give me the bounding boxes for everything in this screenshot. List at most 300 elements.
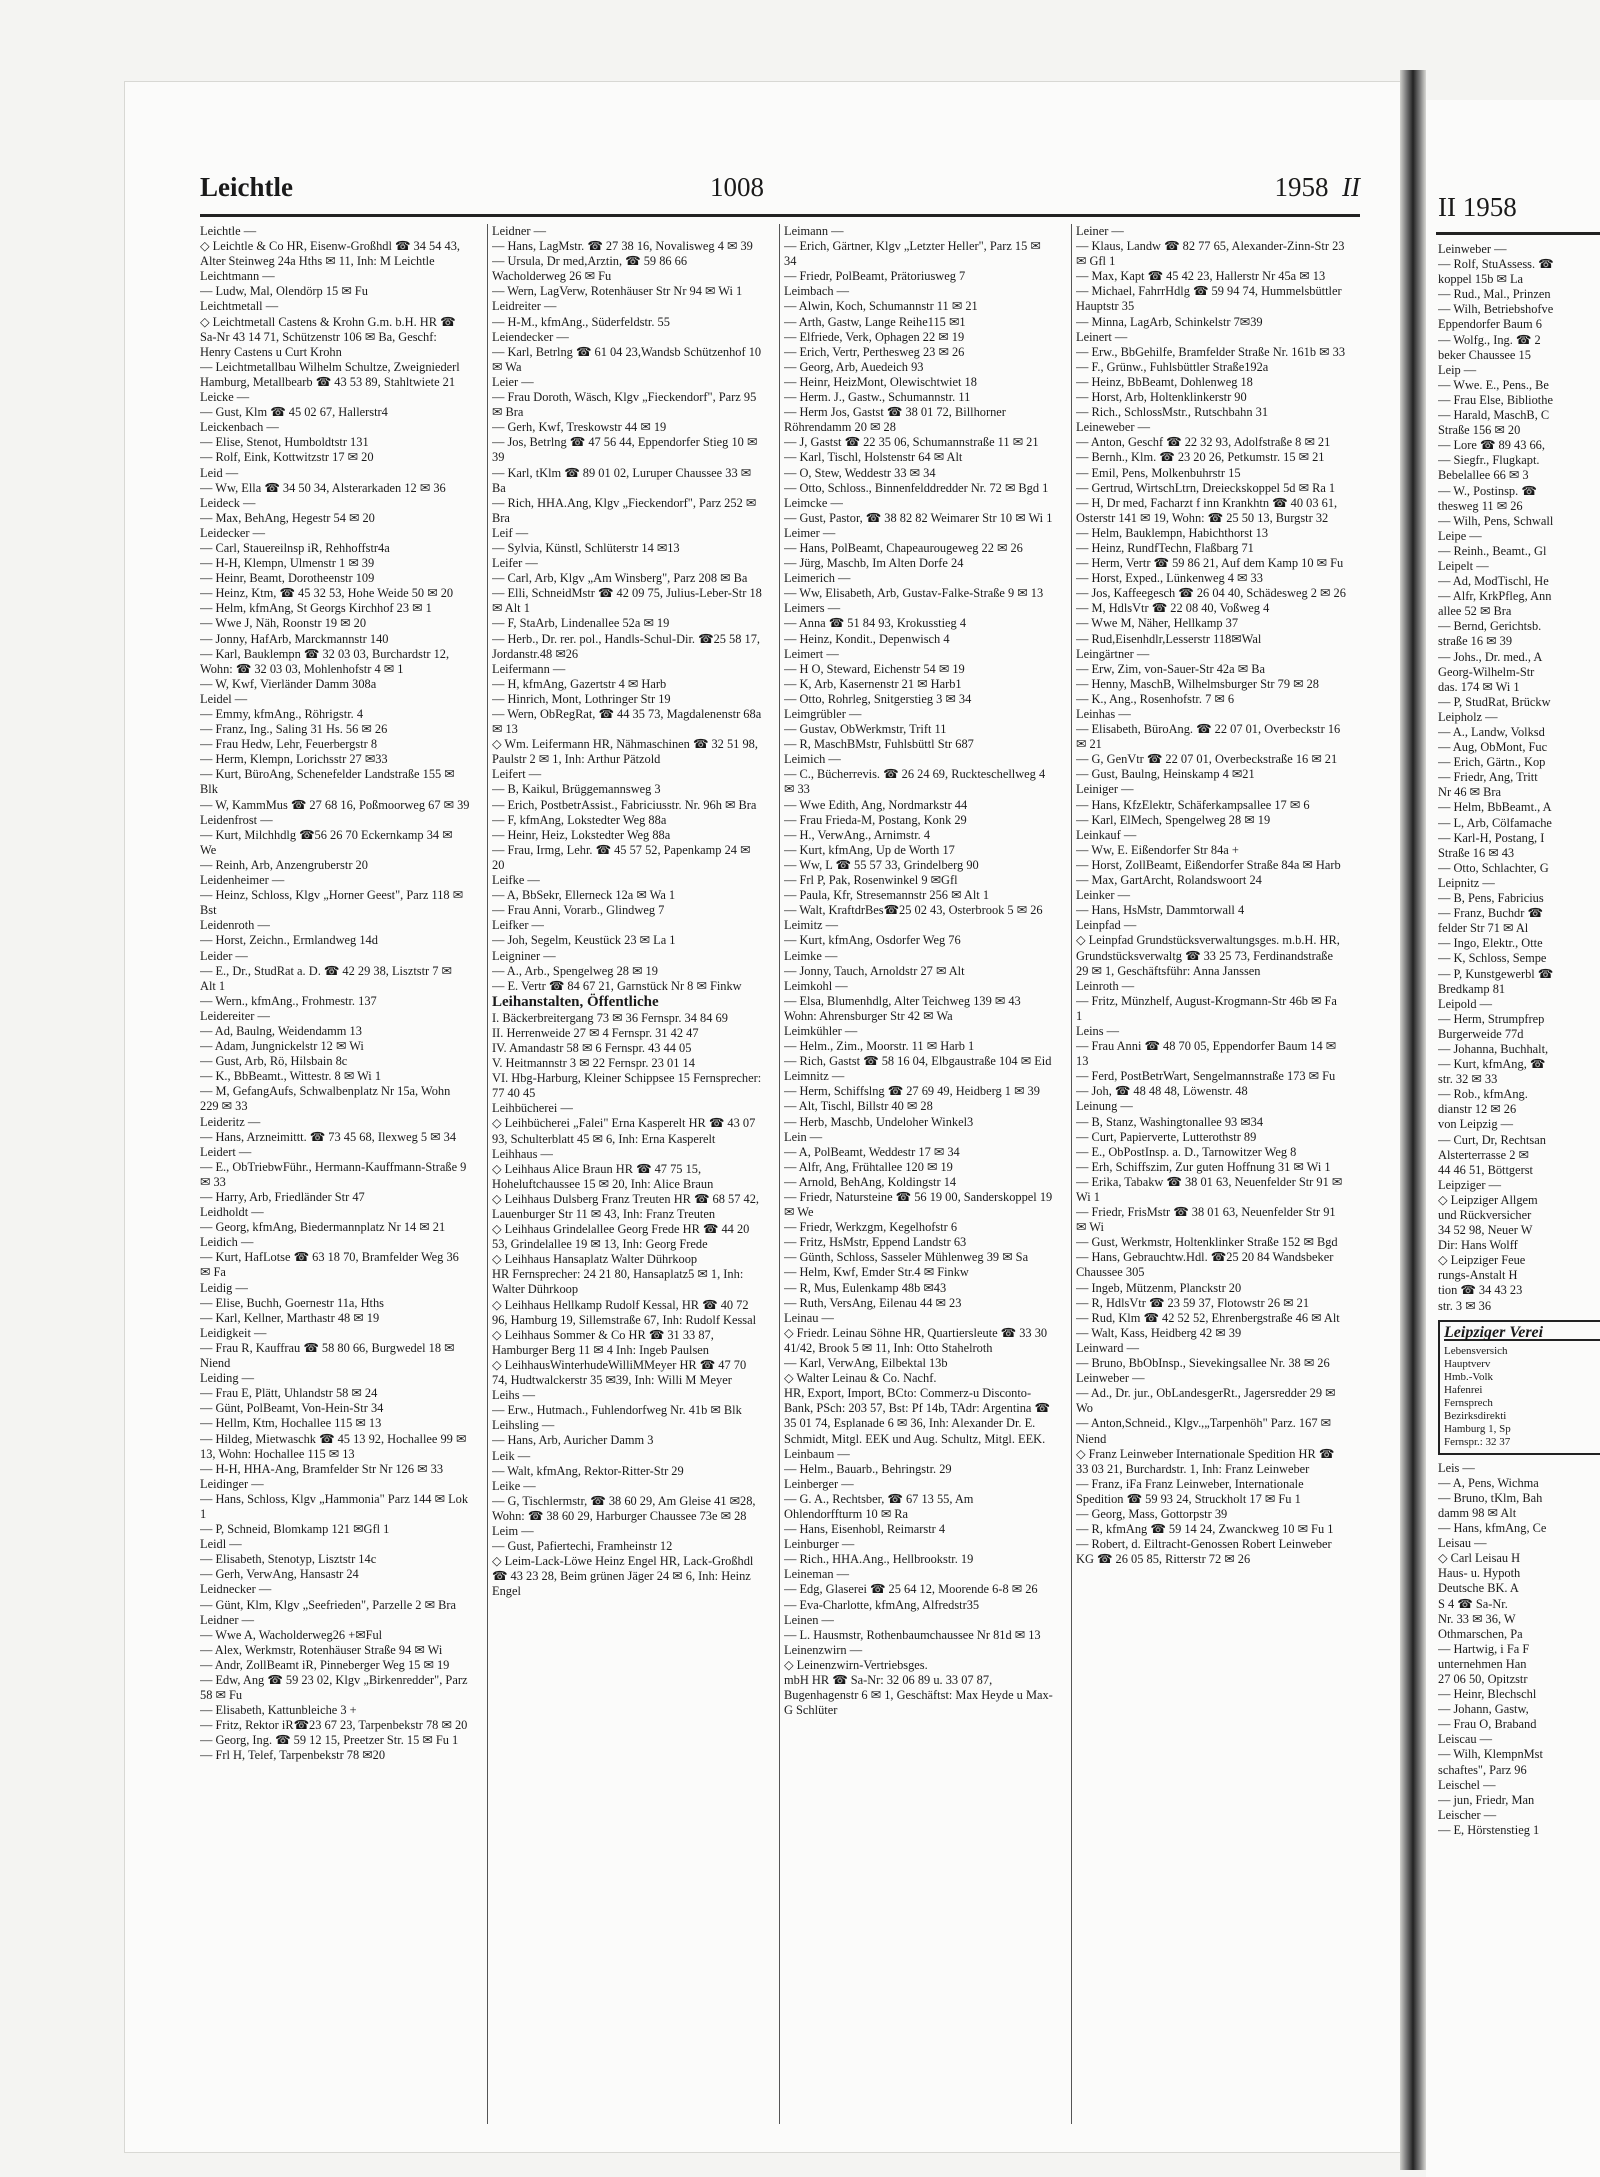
directory-entry: — Frau R, Kauffrau ☎ 58 80 66, Burgwedel 18 ✉ Niend	[200, 1340, 455, 1371]
directory-entry: — Fritz, HsMstr, Eppend Landstr 63	[784, 1235, 967, 1250]
facing-page-entry: Leipholz —	[1438, 709, 1498, 724]
directory-entry: — Carl, Arb, Klgv „Am Winsberg", Parz 208 ✉ Ba	[492, 571, 748, 586]
directory-entry: ◇ LeihhausWinterhudeWilliMMeyer HR ☎ 47 70 74, Hudtwalckerstr 35 ✉39, Inh: Willi M Meyer	[492, 1357, 747, 1388]
directory-entry: — Georg, Ing. ☎ 59 12 15, Preetzer Str. 15 ✉ Fu 1	[200, 1733, 459, 1748]
facing-page-entry: — Lore ☎ 89 43 66,	[1438, 438, 1545, 453]
directory-entry: — Karl, VerwAng, Eilbektal 13b	[784, 1356, 948, 1371]
directory-entry: — Herm, Vertr ☎ 59 86 21, Auf dem Kamp 10 ✉ Fu	[1076, 556, 1344, 571]
directory-entry: Leidl —	[200, 1537, 242, 1552]
facing-page-entry: Leipold —	[1438, 996, 1493, 1011]
book-spine	[1400, 70, 1426, 2170]
facing-page-entry: — Wilh, KlempnMst	[1438, 1747, 1543, 1762]
facing-page-entry: Alsterterrasse 2 ✉	[1438, 1147, 1529, 1162]
directory-entry: — Frau Doroth, Wäsch, Klgv „Fieckendorf", Parz 95 ✉ Bra	[492, 390, 757, 420]
directory-entry: — Frau E, Plätt, Uhlandstr 58 ✉ 24	[200, 1386, 378, 1401]
facing-page-entry: str. 32 ✉ 33	[1438, 1072, 1498, 1087]
facing-page-entry: Straße 156 ✉ 20	[1438, 423, 1521, 438]
directory-entry: — Helm, kfmAng, St Georgs Kirchhof 23 ✉ 1	[200, 601, 432, 616]
facing-page-column	[1438, 242, 1600, 2142]
directory-entry: — J, Gastst ☎ 22 35 06, Schumannstraße 11 ✉ 21	[784, 435, 1039, 450]
directory-entry: Leidenroth —	[200, 918, 270, 933]
directory-entry: — Robert, d. Eiltracht-Genossen Robert Leinweber KG ☎ 26 05 85, Ritterstr 72 ✉ 26	[1076, 1537, 1332, 1567]
directory-entry: — W, KammMus ☎ 27 68 16, Poßmoorweg 67 ✉ 39	[200, 797, 470, 812]
directory-entry: Leinau —	[784, 1310, 834, 1325]
directory-entry: — A, PolBeamt, Weddestr 17 ✉ 34	[784, 1144, 960, 1159]
directory-entry: — Jonny, Tauch, Arnoldstr 27 ✉ Alt	[784, 963, 965, 978]
facing-page-entry: Leiscau —	[1438, 1732, 1493, 1747]
facing-page-entry: allee 52 ✉ Bra	[1438, 604, 1512, 619]
directory-entry: Leimbach —	[784, 284, 850, 299]
directory-entry: — Helm., Zim., Moorstr. 11 ✉ Harb 1	[784, 1039, 975, 1054]
directory-entry: Leike —	[492, 1478, 536, 1493]
directory-entry: — Elsa, Blumenhdlg, Alter Teichweg 139 ✉ 43 Wohn: Ahrensburger Str 42 ✉ Wa	[784, 993, 1021, 1023]
advertisement-line: Fernspr.: 32 37	[1444, 1435, 1511, 1448]
directory-entry: Leihanstalten, Öffentliche	[492, 993, 659, 1010]
directory-entry: — E. Vertr ☎ 84 67 21, Garnstück Nr 8 ✉ Finkw	[492, 978, 742, 993]
directory-entry: ◇ Friedr. Leinau Söhne HR, Quartiersleute ☎ 33 30 41/42, Brook 5 ✉ 11, Inh: Otto Stahelroth	[784, 1325, 1048, 1355]
directory-entry: — Alt, Tischl, Billstr 40 ✉ 28	[784, 1099, 933, 1114]
directory-entry: — Curt, Papierverte, Lutterothstr 89	[1076, 1129, 1257, 1144]
directory-entry: ◇ Leihhaus Grindelallee Georg Frede HR ☎ 44 20 53, Grindelallee 19 ✉ 13, Inh: Georg Frede	[492, 1222, 750, 1252]
directory-entry: Leimkohl —	[784, 978, 848, 993]
facing-page-entry: Leis —	[1438, 1460, 1475, 1475]
directory-entry: — Heinz, BbBeamt, Dohlenweg 18	[1076, 374, 1253, 389]
directory-entry: Leifer —	[492, 556, 538, 571]
directory-entry: Leinberger —	[784, 1476, 854, 1491]
directory-entry: — R, HdlsVtr ☎ 23 59 37, Flotowstr 26 ✉ 21	[1076, 1295, 1310, 1310]
facing-page-entry: — Wilh, Betriebshofve	[1438, 302, 1554, 317]
directory-entry: — Ww, Ella ☎ 34 50 34, Alsterarkaden 12 ✉ 36	[200, 480, 446, 495]
directory-entry: — B, Kaikul, Brüggemannsweg 3	[492, 782, 661, 797]
directory-entry: Leins —	[1076, 1023, 1120, 1038]
directory-entry: — Gust, Klm ☎ 45 02 67, Hallerstr4	[200, 405, 388, 420]
directory-entry: mbH HR ☎ Sa-Nr: 32 06 89 u. 33 07 87, Bugenhagenstr 6 ✉ 1, Geschäftst: Max Heyde u Max-G Schlüter	[784, 1673, 1053, 1718]
directory-entry: — F., Grünw., Fuhlsbüttler Straße192a	[1076, 359, 1269, 374]
directory-entry: — Hans, Arb, Auricher Damm 3	[492, 1433, 654, 1448]
directory-entry: — H-H, HHA-Ang, Bramfelder Str Nr 126 ✉ 33	[200, 1461, 444, 1476]
directory-entry: Leimgrübler —	[784, 707, 862, 721]
facing-page-entry: Georg-Wilhelm-Str	[1438, 664, 1535, 679]
directory-entry: — Heinr, Beamt, Dorotheenstr 109	[200, 571, 375, 586]
directory-entry: — Hans, Arzneimittt. ☎ 73 45 68, Ilexweg 5 ✉ 34	[200, 1129, 457, 1144]
directory-entry: ◇ Leim-Lack-Löwe Heinz Engel HR, Lack-Großhdl ☎ 43 23 28, Beim grünen Jäger 24 ✉ 6, Inh: Heinz Engel	[492, 1554, 754, 1599]
directory-entry: — Kurt, kfmAng, Osdorfer Weg 76	[784, 933, 961, 948]
directory-entry: — Klaus, Landw ☎ 82 77 65, Alexander-Zinn-Str 23 ✉ Gfl 1	[1076, 239, 1345, 269]
directory-entry: Leinroth —	[1076, 978, 1135, 993]
directory-entry: Leidinger —	[200, 1476, 264, 1491]
directory-entry: Leifker —	[492, 918, 544, 933]
page-header	[200, 172, 1360, 208]
directory-entry: Leimer —	[784, 525, 836, 540]
header-volume: II	[1342, 172, 1360, 202]
directory-entry: — O, Stew, Weddestr 33 ✉ 34	[784, 465, 936, 480]
facing-page-entry: str. 3 ✉ 36	[1438, 1298, 1492, 1313]
directory-entry: — Adam, Jungnickelstr 12 ✉ Wi	[200, 1039, 364, 1054]
directory-entry: Leik —	[492, 1448, 531, 1463]
directory-entry: — Rud, Klm ☎ 42 52 52, Ehrenbergstraße 46 ✉ Alt	[1076, 1310, 1340, 1325]
directory-entry: — Erw, Zim, von-Sauer-Str 42a ✉ Ba	[1076, 661, 1265, 676]
directory-entry: Leigniner —	[492, 948, 556, 963]
facing-page-entry: S 4 ☎ Sa-Nr.	[1438, 1596, 1508, 1611]
directory-entry: Leinhas —	[1076, 707, 1131, 721]
column-4	[1076, 224, 1346, 2134]
directory-entry: Leideritz —	[200, 1114, 261, 1129]
directory-entry: — Kurt, kfmAng, Up de Worth 17	[784, 842, 955, 857]
facing-page-entry: — Johann, Gastw,	[1438, 1702, 1529, 1717]
directory-entry: — Gerh, VerwAng, Hansastr 24	[200, 1567, 359, 1582]
facing-page-entry: — Bruno, tKlm, Bah	[1438, 1490, 1543, 1505]
directory-entry: — Heinz, Schloss, Klgv „Horner Geest", Parz 118 ✉ Bst	[200, 888, 464, 918]
directory-entry: — B, Stanz, Washingtonallee 93 ✉34	[1076, 1114, 1264, 1129]
facing-page-entry: — Ad, ModTischl, He	[1438, 574, 1549, 589]
directory-entry: — Gust, Pastor, ☎ 38 82 82 Weimarer Str 10 ✉ Wi 1	[784, 510, 1053, 525]
directory-entry: — Kurt, Milchhdlg ☎56 26 70 Eckernkamp 34 ✉ We	[200, 827, 453, 857]
directory-entry: — Otto, Schloss., Binnenfelddredder Nr. 72 ✉ Bgd 1	[784, 480, 1049, 495]
facing-page-entry: Deutsche BK. A	[1438, 1581, 1519, 1596]
directory-entry: — Joh, ☎ 48 48 48, Löwenstr. 48	[1076, 1084, 1248, 1099]
directory-entry: ◇ Leichtle & Co HR, Eisenw-Großhdl ☎ 34 54 43, Alter Steinweg 24a Hths ✉ 11, Inh: M Leichtle	[200, 239, 461, 269]
directory-entry: — Franz, Ing., Saling 31 Hs. 56 ✉ 26	[200, 722, 388, 737]
facing-page-entry: damm 98 ✉ Alt	[1438, 1505, 1517, 1520]
directory-entry: Lein —	[784, 1129, 823, 1144]
directory-entry: ◇ Franz Leinweber Internationale Spedition HR ☎ 33 03 21, Burchardstr. 1, Inh: Franz Leinweber	[1076, 1446, 1335, 1476]
directory-entry: — Jos, Betrlng ☎ 47 56 44, Eppendorfer Stieg 10 ✉ 39	[492, 435, 758, 465]
facing-page-entry: ◇ Leipziger Allgem	[1438, 1192, 1538, 1207]
directory-entry: — Frau Frieda-M, Postang, Konk 29	[784, 812, 967, 827]
advertisement-line: Hamburg 1, Sp	[1444, 1422, 1511, 1435]
directory-entry: — Frau, Irmg, Lehr. ☎ 45 57 52, Papenkamp 24 ✉ 20	[492, 842, 751, 872]
directory-entry: — Helm, Kwf, Emder Str.4 ✉ Finkw	[784, 1265, 969, 1280]
directory-entry: — Hans, Eisenhobl, Reimarstr 4	[784, 1522, 946, 1537]
directory-entry: — Wern, ObRegRat, ☎ 44 35 73, Magdalenenstr 68a ✉ 13	[492, 707, 762, 737]
directory-entry: — Joh, Segelm, Keustück 23 ✉ La 1	[492, 933, 676, 948]
directory-entry: — P, Schneid, Blomkamp 121 ✉Gfl 1	[200, 1522, 390, 1537]
facing-page-entry: Leisau —	[1438, 1536, 1487, 1551]
directory-entry: Leidner —	[492, 224, 547, 238]
advertisement-line: Fernsprech	[1444, 1396, 1493, 1409]
column-divider	[1071, 224, 1072, 2124]
facing-page	[1426, 100, 1600, 2177]
directory-entry: — Bruno, BbObInsp., Sievekingsallee Nr. 38 ✉ 26	[1076, 1356, 1330, 1371]
directory-entry: — Reinh, Arb, Anzengruberstr 20	[200, 857, 368, 872]
directory-entry: — A., Arb., Spengelweg 28 ✉ 19	[492, 963, 658, 978]
directory-entry: Leimkühler —	[784, 1023, 858, 1038]
directory-entry: — Gertrud, WirtschLtrn, Dreieckskoppel 5d ✉ Ra 1	[1076, 480, 1336, 495]
facing-page-entry: Othmarschen, Pa	[1438, 1626, 1523, 1641]
directory-entry: — Herm, Schiffslng ☎ 27 69 49, Heidberg 1 ✉ 39	[784, 1084, 1040, 1099]
facing-page-entry: das. 174 ✉ Wi 1	[1438, 679, 1520, 694]
directory-entry: ◇ Leihhaus Sommer & Co HR ☎ 31 33 87, Hamburger Berg 11 ✉ 4 Inh: Ingeb Paulsen	[492, 1327, 714, 1357]
facing-page-entry: — Hans, kfmAng, Ce	[1438, 1521, 1547, 1536]
directory-entry: Leideck —	[200, 495, 256, 510]
directory-entry: — Heinr, HeizMont, Olewischtwiet 18	[784, 374, 977, 389]
directory-entry: Leimke —	[784, 948, 838, 963]
facing-page-entry: Nr 46 ✉ Bra	[1438, 785, 1502, 800]
directory-entry: — Ferd, PostBetrWart, Sengelmannstraße 173 ✉ Fu	[1076, 1069, 1336, 1084]
directory-entry: Leihsling —	[492, 1418, 555, 1433]
directory-entry: Leidel —	[200, 691, 248, 706]
facing-page-entry: — Ingo, Elektr., Otte	[1438, 936, 1543, 951]
directory-entry: — Horst, ZollBeamt, Eißendorfer Straße 84a ✉ Harb	[1076, 857, 1341, 872]
directory-entry: — G, GenVtr ☎ 22 07 01, Overbeckstraße 16 ✉ 21	[1076, 752, 1338, 767]
directory-entry: — Andr, ZollBeamt iR, Pinneberger Weg 15 ✉ 19	[200, 1657, 450, 1672]
directory-entry: — Harry, Arb, Friedländer Str 47	[200, 1190, 365, 1204]
directory-entry: Leimich —	[784, 752, 841, 767]
facing-page-entry: — E, Hörstenstieg 1	[1438, 1822, 1540, 1837]
directory-entry: — Elisabeth, BüroAng. ☎ 22 07 01, Overbeckstr 16 ✉ 21	[1076, 722, 1341, 752]
directory-entry: — Herm. J., Gastw., Schumannstr. 11	[784, 390, 971, 405]
header-year-value: 1958	[1274, 172, 1329, 202]
directory-entry: — Karl, Tischl, Holstenstr 64 ✉ Alt	[784, 450, 963, 465]
directory-entry: Leidholdt —	[200, 1205, 264, 1220]
directory-entry: — Jürg, Maschb, Im Alten Dorfe 24	[784, 556, 964, 571]
facing-page-entry: Leip —	[1438, 362, 1477, 377]
directory-entry: — Frl P, Pak, Rosenwinkel 9 ✉Gfl	[784, 873, 958, 888]
directory-entry: — Erich, PostbetrAssist., Fabriciusstr. Nr. 96h ✉ Bra	[492, 797, 757, 812]
directory-entry: — Leichtmetallbau Wilhelm Schultze, Zweigniederl Hamburg, Metallbearb ☎ 43 53 89, Stahltwiete 21	[200, 359, 460, 389]
directory-entry: — Wern, LagVerw, Rotenhäuser Str Nr 94 ✉ Wi 1	[492, 284, 743, 299]
directory-entry: — Frl H, Telef, Tarpenbekstr 78 ✉20	[200, 1748, 386, 1763]
directory-entry: — H-H, Klempn, Ulmenstr 1 ✉ 39	[200, 556, 375, 571]
facing-page-entry: — Harald, MaschB, C	[1438, 408, 1550, 423]
directory-entry: — Rich., SchlossMstr., Rutschbahn 31	[1076, 405, 1269, 420]
directory-entry: — Heinz, Ktm, ☎ 45 32 53, Hohe Weide 50 ✉ 20	[200, 586, 454, 601]
directory-entry: — K, Arb, Kasernenstr 21 ✉ Harb1	[784, 676, 962, 691]
directory-entry: — Horst, Arb, Holtenklinkerstr 90	[1076, 390, 1247, 405]
directory-entry: Leickenbach —	[200, 420, 279, 435]
directory-entry: — H O, Steward, Eichenstr 54 ✉ 19	[784, 661, 965, 676]
directory-entry: — Rich, HHA.Ang, Klgv „Fieckendorf", Parz 252 ✉ Bra	[492, 495, 757, 525]
advertisement-box	[1438, 1320, 1600, 1455]
directory-entry: — Rolf, Eink, Kottwitzstr 17 ✉ 20	[200, 450, 374, 465]
directory-entry: — Emil, Pens, Molkenbuhrstr 15	[1076, 465, 1241, 480]
directory-entry: — Alwin, Koch, Schumannstr 11 ✉ 21	[784, 299, 978, 314]
directory-entry: Leihs —	[492, 1388, 536, 1403]
facing-page-entry: 44 46 51, Böttgerst	[1438, 1162, 1533, 1177]
directory-entry: Leinpfad —	[1076, 918, 1137, 933]
facing-page-entry: schaftes", Parz 96	[1438, 1762, 1527, 1777]
facing-page-entry: — Aug, ObMont, Fuc	[1438, 740, 1548, 755]
directory-entry: — Erh, Schiffszim, Zur guten Hoffnung 31 ✉ Wi 1	[1076, 1159, 1331, 1174]
directory-entry: Leinbaum —	[784, 1446, 850, 1461]
directory-entry: — Hellm, Ktm, Hochallee 115 ✉ 13	[200, 1416, 382, 1431]
facing-page-entry: Bredkamp 81	[1438, 981, 1506, 996]
directory-entry: Leichtmann —	[200, 269, 275, 284]
directory-entry: — Karl, ElMech, Spengelweg 28 ✉ 19	[1076, 812, 1271, 827]
directory-entry: Leidecker —	[200, 525, 266, 540]
facing-page-entry: unternehmen Han	[1438, 1656, 1527, 1671]
facing-page-entry: 27 06 50, Opitzstr	[1438, 1671, 1528, 1686]
facing-page-entry: — W., Postinsp. ☎	[1438, 483, 1537, 498]
directory-entry: Leidig —	[200, 1280, 248, 1295]
facing-page-entry: Leischer —	[1438, 1807, 1497, 1822]
directory-entry: — Karl, tKlm ☎ 89 01 02, Luruper Chaussee 33 ✉ Ba	[492, 465, 752, 495]
directory-entry: — Frau Hedw, Lehr, Feuerbergstr 8	[200, 737, 378, 752]
facing-page-entry: thesweg 11 ✉ 26	[1438, 498, 1523, 513]
directory-entry: Leidenheimer —	[200, 873, 285, 888]
facing-page-entry: Burgerweide 77d	[1438, 1026, 1524, 1041]
directory-entry: Leifermann —	[492, 661, 566, 676]
column-3	[784, 224, 1054, 2134]
directory-entry: — Gerh, Kwf, Treskowstr 44 ✉ 19	[492, 420, 667, 435]
facing-page-entry: — L, Arb, Cölfamache	[1438, 815, 1552, 830]
directory-entry: — Hans, Gebrauchtw.Hdl. ☎25 20 84 Wandsbeker Chaussee 305	[1076, 1250, 1334, 1280]
directory-entry: — R, MaschBMstr, Fuhlsbüttl Str 687	[784, 737, 974, 752]
directory-entry: — Edw, Ang ☎ 59 23 02, Klgv „Birkenredder", Parz 58 ✉ Fu	[200, 1673, 468, 1703]
directory-entry: Leiner —	[1076, 224, 1124, 238]
directory-entry: ◇ Leihhaus Alice Braun HR ☎ 47 75 15, Hoheluftchaussee 15 ✉ 20, Inh: Alice Braun	[492, 1161, 714, 1191]
facing-page-entry: — A, Pens, Wichma	[1438, 1475, 1539, 1490]
facing-page-entry: — Johanna, Buchhalt,	[1438, 1041, 1549, 1056]
directory-entry: — Friedr, Werkzgm, Kegelhofstr 6	[784, 1220, 958, 1235]
directory-entry: — Ww, E. Eißendorfer Str 84a +	[1076, 842, 1239, 857]
directory-entry: Leimert —	[784, 646, 839, 661]
directory-entry: — R, Mus, Eulenkamp 48b ✉43	[784, 1280, 947, 1295]
facing-page-entry: Haus- u. Hypoth	[1438, 1566, 1521, 1581]
directory-entry: — K., Ang., Rosenhofstr. 7 ✉ 6	[1076, 691, 1235, 706]
facing-page-entry: — Reinh., Beamt., Gl	[1438, 543, 1547, 558]
directory-entry: Leider —	[200, 948, 248, 963]
directory-entry: — Erich, Vertr, Perthesweg 23 ✉ 26	[784, 344, 965, 359]
directory-entry: — Wwe M, Näher, Hellkamp 37	[1076, 616, 1239, 631]
facing-page-entry: — Kurt, kfmAng, ☎	[1438, 1057, 1546, 1072]
directory-entry: — Erich, Gärtner, Klgv „Letzter Heller", Parz 15 ✉ 34	[784, 239, 1041, 269]
directory-entry: — Georg, Mass, Gottorpstr 39	[1076, 1506, 1228, 1521]
header-name: Leichtle	[200, 172, 293, 202]
directory-entry: — Elisabeth, Stenotyp, Lisztstr 14c	[200, 1552, 377, 1567]
directory-entry: — Heinz, RundfTechn, Flaßbarg 71	[1076, 540, 1254, 555]
facing-page-entry: — Erich, Gärtn., Kop	[1438, 755, 1546, 770]
facing-page-entry: — Hartwig, i Fa F	[1438, 1641, 1530, 1656]
directory-entry: — Elise, Stenot, Humboldtstr 131	[200, 435, 369, 450]
directory-entry: — Gust, Werkmstr, Holtenklinker Straße 152 ✉ Bgd	[1076, 1235, 1338, 1250]
directory-entry: — Anton, Geschf ☎ 22 32 93, Adolfstraße 8 ✉ 21	[1076, 435, 1331, 450]
facing-page-entry: und Rückversicher	[1438, 1208, 1532, 1222]
directory-entry: — Gustav, ObWerkmstr, Trift 11	[784, 722, 947, 737]
facing-page-entry: — Rud., Mal., Prinzen	[1438, 287, 1551, 302]
directory-entry: — Friedr, Natursteine ☎ 56 19 00, Sanderskoppel 19 ✉ We	[784, 1190, 1053, 1220]
directory-entry: Leimerich —	[784, 571, 851, 586]
directory-entry: ◇ Leihbücherei „Falei" Erna Kasperelt HR ☎ 43 07 93, Schulterblatt 45 ✉ 6, Inh: Erna Kasperelt	[492, 1116, 756, 1146]
directory-entry: Leidereiter —	[200, 1008, 270, 1023]
facing-page-entry: — Wilh, Pens, Schwall	[1438, 513, 1554, 528]
directory-entry: — Hans, Schloss, Klgv „Hammonia" Parz 144 ✉ Lok 1	[200, 1491, 469, 1521]
directory-entry: — Hinrich, Mont, Lothringer Str 19	[492, 691, 671, 706]
directory-entry: HR Fernsprecher: 24 21 80, Hansaplatz5 ✉ 1, Inh: Walter Dührkoop	[492, 1267, 744, 1297]
directory-entry: — Carl, Stauereilnsp iR, Rehhoffstr4a	[200, 540, 390, 555]
directory-entry: Leidigkeit —	[200, 1325, 267, 1340]
directory-entry: — Ruth, VersAng, Eilenau 44 ✉ 23	[784, 1295, 962, 1310]
directory-entry: Leimitz —	[784, 918, 839, 933]
facing-page-entry: Leipnitz —	[1438, 875, 1495, 890]
directory-entry: — Sylvia, Künstl, Schlüterstr 14 ✉13	[492, 540, 680, 555]
directory-entry: Leiendecker —	[492, 329, 569, 344]
directory-entry: — E., ObTriebwFühr., Hermann-Kauffmann-Straße 9 ✉ 33	[200, 1159, 467, 1189]
directory-entry: Leiding —	[200, 1371, 255, 1386]
directory-entry: — Emmy, kfmAng., Röhrigstr. 4	[200, 707, 364, 721]
directory-entry: — Max, BehAng, Hegestr 54 ✉ 20	[200, 510, 375, 525]
directory-page	[125, 82, 1400, 2152]
facing-page-entry: — Karl-H, Postang, I	[1438, 830, 1545, 845]
directory-entry: Leihbücherei —	[492, 1101, 573, 1116]
directory-entry: — Ww, L ☎ 55 57 33, Grindelberg 90	[784, 857, 979, 872]
facing-page-entry: — K, Schloss, Sempe	[1438, 951, 1547, 966]
facing-page-entry: — Curt, Dr, Rechtsan	[1438, 1132, 1546, 1147]
directory-entry: ◇ Leihhaus Dulsberg Franz Treuten HR ☎ 68 57 42, Lauenburger Str 11 ✉ 43, Inh: Franz Treuten	[492, 1191, 760, 1221]
directory-entry: — Otto, Rohrleg, Snitgerstieg 3 ✉ 34	[784, 691, 972, 706]
directory-entry: Leif —	[492, 525, 529, 540]
facing-page-entry: 34 52 98, Neuer W	[1438, 1223, 1533, 1238]
directory-entry: — Rich., HHA.Ang., Hellbrookstr. 19	[784, 1552, 974, 1567]
directory-entry: Leinung —	[1076, 1099, 1133, 1114]
directory-entry: — F, StaArb, Lindenallee 52a ✉ 19	[492, 616, 670, 631]
directory-entry: — Hans, KfzElektr, Schäferkampsallee 17 ✉ 6	[1076, 797, 1310, 812]
facing-page-entry: Leischel —	[1438, 1777, 1496, 1792]
facing-page-entry: Dir: Hans Wolff	[1438, 1238, 1518, 1253]
facing-page-entry: — Franz, Buchdr ☎	[1438, 906, 1543, 921]
directory-entry: Leidenfrost —	[200, 812, 273, 827]
facing-page-entry: — Herm, Strumpfrep	[1438, 1011, 1545, 1026]
directory-entry: — Karl, Bauklempn ☎ 32 03 03, Burchardstr 12, Wohn: ☎ 32 03 03, Mohlenhofstr 4 ✉ 1	[200, 646, 450, 676]
facing-page-header: II 1958	[1438, 192, 1517, 222]
directory-entry: Leimcke —	[784, 495, 843, 510]
directory-entry: — Ad, Baulng, Weidendamm 13	[200, 1023, 362, 1038]
facing-page-entry: beker Chaussee 15	[1438, 347, 1531, 362]
directory-entry: Leiniger —	[1076, 782, 1134, 797]
facing-page-entry: — jun, Friedr, Man	[1438, 1792, 1535, 1807]
directory-entry: — Alfr, Ang, Frühtallee 120 ✉ 19	[784, 1159, 953, 1174]
directory-entry: — H-M., kfmAng., Süderfeldstr. 55	[492, 314, 670, 329]
directory-entry: — E., ObPostInsp. a. D., Tarnowitzer Weg 8	[1076, 1144, 1297, 1159]
facing-page-entry: dianstr 12 ✉ 26	[1438, 1102, 1517, 1117]
directory-entry: — W, Kwf, Vierländer Damm 308a	[200, 676, 377, 691]
advertisement-title: Leipziger Verei	[1444, 1326, 1600, 1341]
facing-page-entry: tion ☎ 34 43 23	[1438, 1283, 1523, 1298]
directory-entry: Leichtmetall —	[200, 299, 279, 314]
directory-entry: — Ad., Dr. jur., ObLandesgerRt., Jagersredder 29 ✉ Wo	[1076, 1386, 1336, 1416]
directory-entry: Leidreiter —	[492, 299, 557, 314]
directory-entry: Leifke —	[492, 873, 540, 888]
facing-page-entry: Nr. 33 ✉ 36, W	[1438, 1611, 1516, 1626]
directory-entry: ◇ Leinenzwirn-Vertriebsges.	[784, 1657, 928, 1672]
directory-entry: — Jonny, HafArb, Marckmannstr 140	[200, 631, 389, 646]
facing-page-entry: Leipe —	[1438, 528, 1482, 543]
directory-entry: — Friedr, FrisMstr ☎ 38 01 63, Neuenfelder Str 91 ✉ Wi	[1076, 1205, 1336, 1235]
directory-entry: — L. Hausmstr, Rothenbaumchaussee Nr 81d ✉ 13	[784, 1627, 1041, 1642]
facing-page-entry: Leipziger —	[1438, 1177, 1501, 1192]
directory-entry: — Helm., Bauarb., Behringstr. 29	[784, 1461, 952, 1476]
directory-entry: Leinweber —	[1076, 1371, 1145, 1386]
directory-entry: — R, kfmAng ☎ 59 14 24, Zwanckweg 10 ✉ Fu 1	[1076, 1522, 1334, 1537]
directory-entry: — Georg, Arb, Auedeich 93	[784, 359, 924, 374]
directory-entry: — Erika, Tabakw ☎ 38 01 63, Neuenfelder Str 91 ✉ Wi 1	[1076, 1174, 1343, 1204]
directory-entry: — Heinz, Kondit., Depenwisch 4	[784, 631, 950, 646]
directory-entry: — Horst, Exped., Lünkenweg 4 ✉ 33	[1076, 571, 1263, 586]
directory-entry: Leinen —	[784, 1612, 834, 1627]
directory-entry: — Walt, KraftdrBes☎25 02 43, Osterbrook 5 ✉ 26	[784, 903, 1043, 918]
facing-page-entry: — Johs., Dr. med., A	[1438, 649, 1543, 664]
column-divider	[487, 224, 488, 2124]
directory-entry: — M, GefangAufs, Schwalbenplatz Nr 15a, Wohn 229 ✉ 33	[200, 1084, 451, 1114]
directory-entry: Leier —	[492, 374, 534, 389]
directory-entry: VI. Hbg-Harburg, Kleiner Schippsee 15 Fernsprecher: 77 40 45	[492, 1071, 762, 1101]
directory-entry: Leinkauf —	[1076, 827, 1137, 842]
facing-page-entry: koppel 15b ✉ La	[1438, 272, 1524, 287]
advertisement-line: Hmb.-Volk	[1444, 1370, 1493, 1383]
facing-page-entry: — Otto, Schlachter, G	[1438, 860, 1549, 875]
directory-entry: Leineman —	[784, 1567, 850, 1582]
directory-entry: Leim —	[492, 1523, 534, 1538]
